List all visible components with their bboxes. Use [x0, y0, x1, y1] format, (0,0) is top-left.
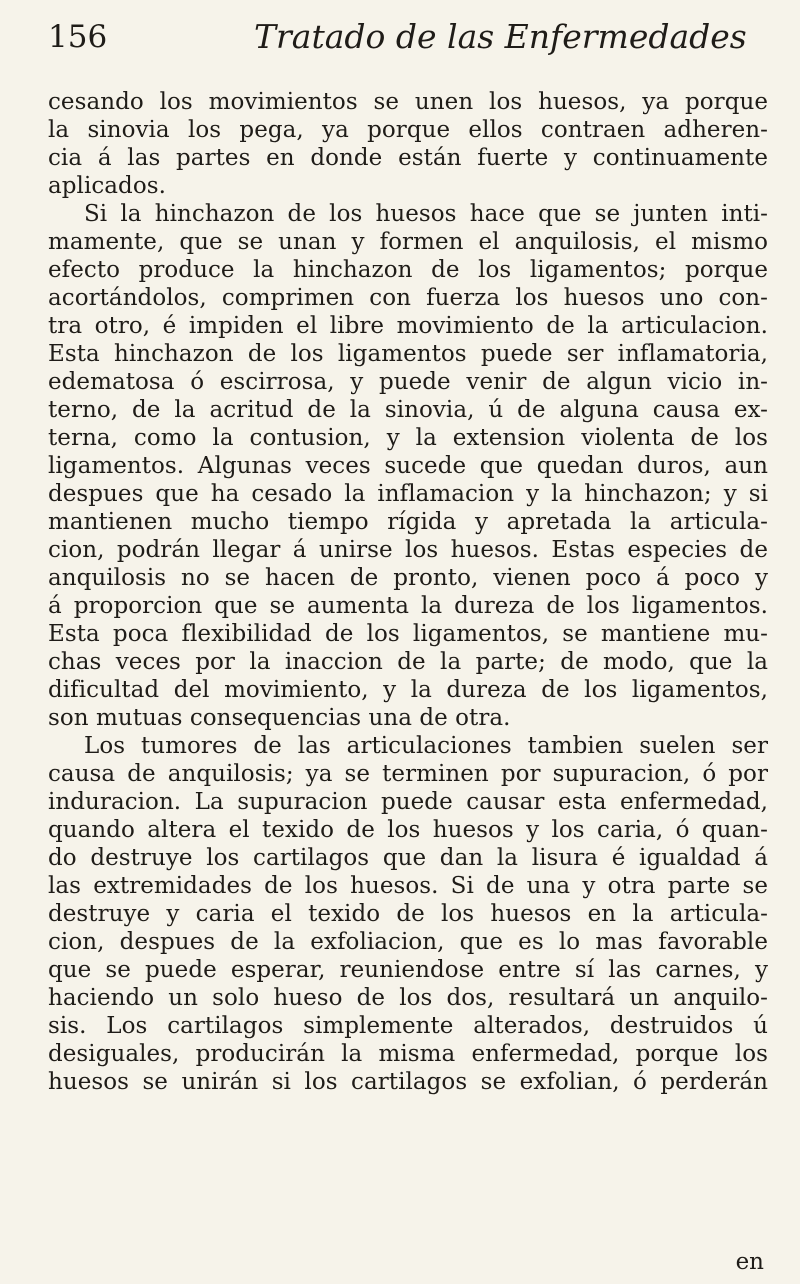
- body-text: [48, 88, 768, 1096]
- text-line: cion, podrán llegar á unirse los huesos. Estas especies de: [48, 537, 768, 563]
- text-line: tra otro, é impiden el libre movimiento de la articulacion.: [48, 313, 768, 339]
- text-line: Esta poca flexibilidad de los ligamentos, se mantiene mu-: [48, 621, 768, 647]
- text-line: desiguales, producirán la misma enfermedad, porque los: [48, 1041, 768, 1067]
- text-line: despues que ha cesado la inflamacion y la hinchazon; y si: [48, 481, 768, 507]
- text-line: son mutuas consequencias una de otra.: [48, 705, 511, 731]
- text-line: terna, como la contusion, y la extension violenta de los: [48, 425, 768, 451]
- text-line: sis. Los cartilagos simplemente alterados, destruidos ú: [48, 1013, 768, 1039]
- text-line: terno, de la acritud de la sinovia, ú de alguna causa ex-: [48, 397, 768, 423]
- text-line: acortándolos, comprimen con fuerza los huesos uno con-: [48, 285, 768, 311]
- text-line: chas veces por la inaccion de la parte; de modo, que la: [48, 649, 768, 675]
- text-line: que se puede esperar, reuniendose entre sí las carnes, y: [48, 957, 768, 983]
- text-line: mantienen mucho tiempo rígida y apretada la articula-: [48, 509, 768, 535]
- text-line: aplicados.: [48, 173, 166, 199]
- text-line: quando altera el texido de los huesos y los caria, ó quan-: [48, 817, 768, 843]
- text-line: causa de anquilosis; ya se terminen por supuracion, ó por: [48, 761, 768, 787]
- text-line: las extremidades de los huesos. Si de una y otra parte se: [48, 873, 768, 899]
- text-line: Esta hinchazon de los ligamentos puede ser inflamatoria,: [48, 341, 768, 367]
- text-line: destruye y caria el texido de los huesos en la articula-: [48, 901, 768, 927]
- text-line: la sinovia los pega, ya porque ellos contraen adheren-: [48, 117, 768, 143]
- page-number: 156: [48, 19, 108, 55]
- text-line: huesos se unirán si los cartilagos se exfolian, ó perderán: [48, 1069, 768, 1095]
- text-line: haciendo un solo hueso de los dos, resultará un anquilo-: [48, 985, 768, 1011]
- text-line: edematosa ó escirrosa, y puede venir de algun vicio in-: [48, 369, 768, 395]
- text-line: ligamentos. Algunas veces sucede que quedan duros, aun: [48, 453, 768, 479]
- text-line: Los tumores de las articulaciones tambien suelen ser: [84, 733, 768, 759]
- text-line: cion, despues de la exfoliacion, que es lo mas favorable: [48, 929, 768, 955]
- text-line: anquilosis no se hacen de pronto, vienen poco á poco y: [48, 565, 768, 591]
- text-line: dificultad del movimiento, y la dureza de los ligamentos,: [48, 677, 768, 703]
- text-line: do destruye los cartilagos que dan la lisura é igualdad á: [48, 845, 768, 871]
- text-line: mamente, que se unan y formen el anquilosis, el mismo: [48, 229, 768, 255]
- running-title: Tratado de las Enfermedades: [254, 17, 747, 56]
- text-line: induracion. La supuracion puede causar esta enfermedad,: [48, 789, 768, 815]
- text-line: cia á las partes en donde están fuerte y continuamente: [48, 145, 768, 171]
- text-line: efecto produce la hinchazon de los ligamentos; porque: [48, 257, 768, 283]
- text-line: á proporcion que se aumenta la dureza de los ligamentos.: [48, 593, 768, 619]
- catchword: en: [735, 1249, 764, 1275]
- text-line: cesando los movimientos se unen los huesos, ya porque: [48, 89, 768, 115]
- page-header: [48, 14, 764, 70]
- text-line: Si la hinchazon de los huesos hace que se junten inti-: [84, 201, 768, 227]
